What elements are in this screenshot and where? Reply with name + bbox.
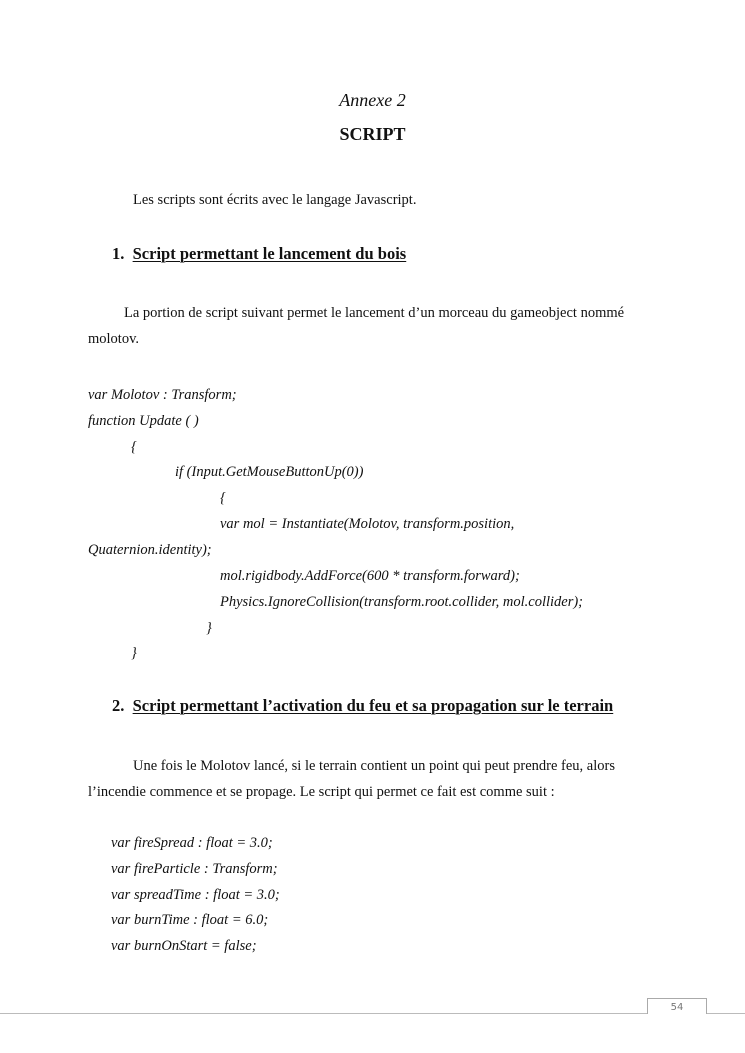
code-line: var spreadTime : float = 3.0; <box>111 887 280 903</box>
paragraph-line: molotov. <box>88 331 140 347</box>
footer-rule <box>0 1013 745 1014</box>
code-line: } <box>131 645 137 661</box>
code-line: var fireParticle : Transform; <box>111 861 278 877</box>
page-number: 54 <box>647 998 707 1014</box>
section-number: 1. <box>112 244 125 263</box>
section-2-heading <box>112 697 613 715</box>
paragraph-line: Une fois le Molotov lancé, si le terrain contient un point qui peut prendre feu, alors <box>133 758 615 774</box>
section-number: 2. <box>112 696 125 715</box>
code-line: Physics.IgnoreCollision(transform.root.collider, mol.collider); <box>220 594 584 610</box>
code-line: mol.rigidbody.AddForce(600 * transform.forward); <box>220 568 520 584</box>
code-line: var Molotov : Transform; <box>88 387 237 403</box>
section-1-heading <box>112 245 406 263</box>
code-line: } <box>206 620 212 636</box>
intro-text: Les scripts sont écrits avec le langage Javascript. <box>133 192 417 208</box>
code-line: { <box>131 439 137 455</box>
code-line: var burnOnStart = false; <box>111 938 257 954</box>
code-line: var mol = Instantiate(Molotov, transform.position, <box>220 516 515 532</box>
section-title: Script permettant le lancement du bois <box>132 244 407 263</box>
code-line: var fireSpread : float = 3.0; <box>111 835 273 851</box>
code-line: { <box>220 490 226 506</box>
code-line: var burnTime : float = 6.0; <box>111 912 269 928</box>
code-line: if (Input.GetMouseButtonUp(0)) <box>175 464 364 480</box>
paragraph-line: La portion de script suivant permet le lancement d’un morceau du gameobject nommé <box>124 305 625 321</box>
annex-label: Annexe 2 <box>339 90 406 110</box>
code-line: Quaternion.identity); <box>88 542 212 558</box>
section-title: Script permettant l’activation du feu et sa propagation sur le terrain <box>132 696 614 715</box>
page-title: SCRIPT <box>339 124 406 144</box>
paragraph-line: l’incendie commence et se propage. Le script qui permet ce fait est comme suit : <box>88 784 555 800</box>
code-line: function Update ( ) <box>88 413 199 429</box>
